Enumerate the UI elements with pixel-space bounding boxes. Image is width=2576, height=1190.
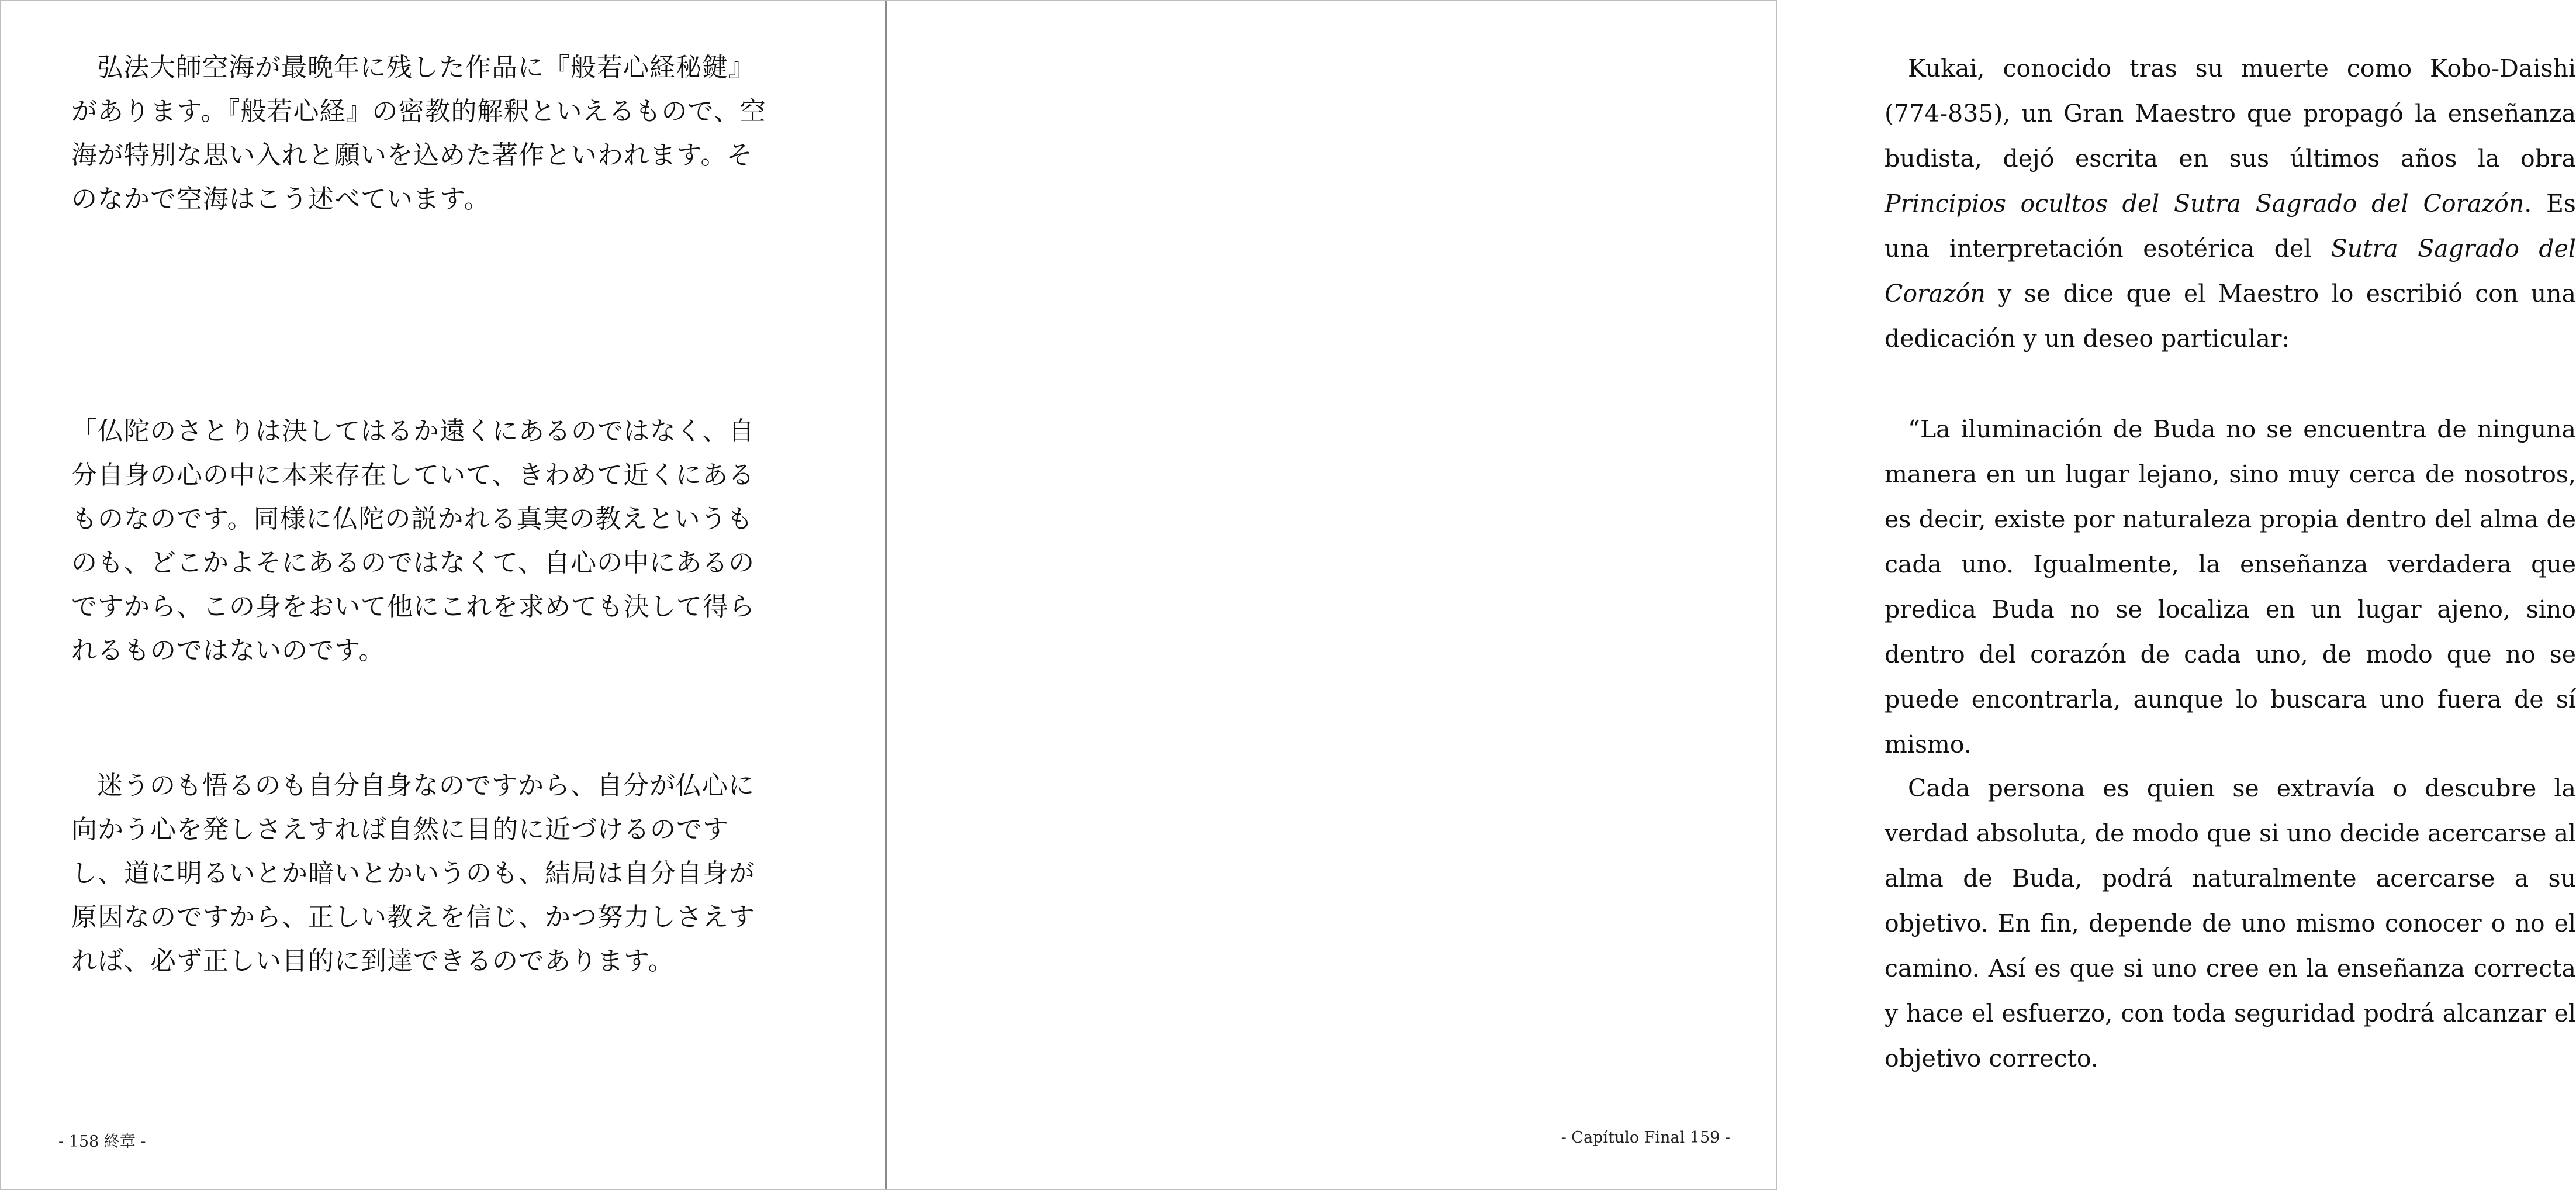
es-sutra-title: Sutra Sagrado del Corazón	[1885, 234, 2576, 308]
page-edge-top	[0, 0, 1777, 1]
right-page	[887, 0, 2576, 1190]
es-paragraph-1	[1885, 46, 2576, 361]
page-edge-left	[0, 0, 1, 1190]
page-number-right: - Capítulo Final 159 -	[1561, 1129, 1730, 1147]
page-edge-right	[1776, 0, 1777, 1190]
jp-paragraph-2: 「仏陀のさとりは決してはるか遠くにあるのではなく、自分自身の心の中に本来存在していて、きわめて近くにあるものなのです。同様に仏陀の説かれる真実の教えというものも、どこかよそにあるのではなくて、自心の中にあるのですから、この身をおいて他にこれを求めても決して得られるものではないのです。	[71, 416, 755, 665]
jp-paragraph-3: 迷うのも悟るのも自分自身なのですから、自分が仏心に向かう心を発しさえすれば自然に目的に近づけるのですし、道に明るいとか暗いとかいうのも、結局は自分自身が原因なのですから、正しい教えを信じ、かつ努力しさえすれば、必ず正しい目的に到達できるのであります。	[71, 771, 755, 976]
es-paragraph-1-text-a: Kukai, conocido tras su muerte como Kobo-Daishi (774-835), un Gran Maestro que propagó la enseñanza budista, dejó escrita en sus últimos años la obra	[1885, 54, 2576, 173]
jp-paragraph-1: 弘法大師空海が最晩年に残した作品に『般若心経秘鍵』があります。『般若心経』の密教的解釈といえるもので、空海が特別な思い入れと願いを込めた著作といわれます。そのなかで空海はこう述べています。	[71, 53, 766, 214]
es-paragraph-1-text-b: . Es una interpretación esotérica del	[1885, 189, 2576, 263]
es-paragraph-1-text-c: y se dice que el Maestro lo escribió con una dedicación y un deseo particular:	[1885, 280, 2576, 353]
es-book-title: Principios ocultos del Sutra Sagrado del Corazón	[1885, 189, 2525, 218]
es-paragraph-3: Cada persona es quien se extravía o descubre la verdad absoluta, de modo que si uno decide acercarse al alma de Buda, podrá naturalmente acercarse a su objetivo. En fin, depende de uno mismo conocer o no el camino. Así es que si uno cree en la enseñanza correcta y hace el esfuerzo, con toda seguridad podrá alcanzar el objetivo correcto.	[1885, 774, 2576, 1072]
left-page	[0, 0, 886, 1190]
es-paragraph-2: “La iluminación de Buda no se encuentra de ninguna manera en un lugar lejano, sino muy cerca de nosotros, es decir, existe por naturaleza propia dentro del alma de cada uno. Igualmente, la enseñanza verdadera que predica Buda no se localiza en un lugar ajeno, sino dentro del corazón de cada uno, de modo que no se puede encontrarla, aunque lo buscara uno fuera de sí mismo.	[1885, 415, 2576, 758]
page-number-left: - 158 終章 -	[58, 1133, 146, 1151]
